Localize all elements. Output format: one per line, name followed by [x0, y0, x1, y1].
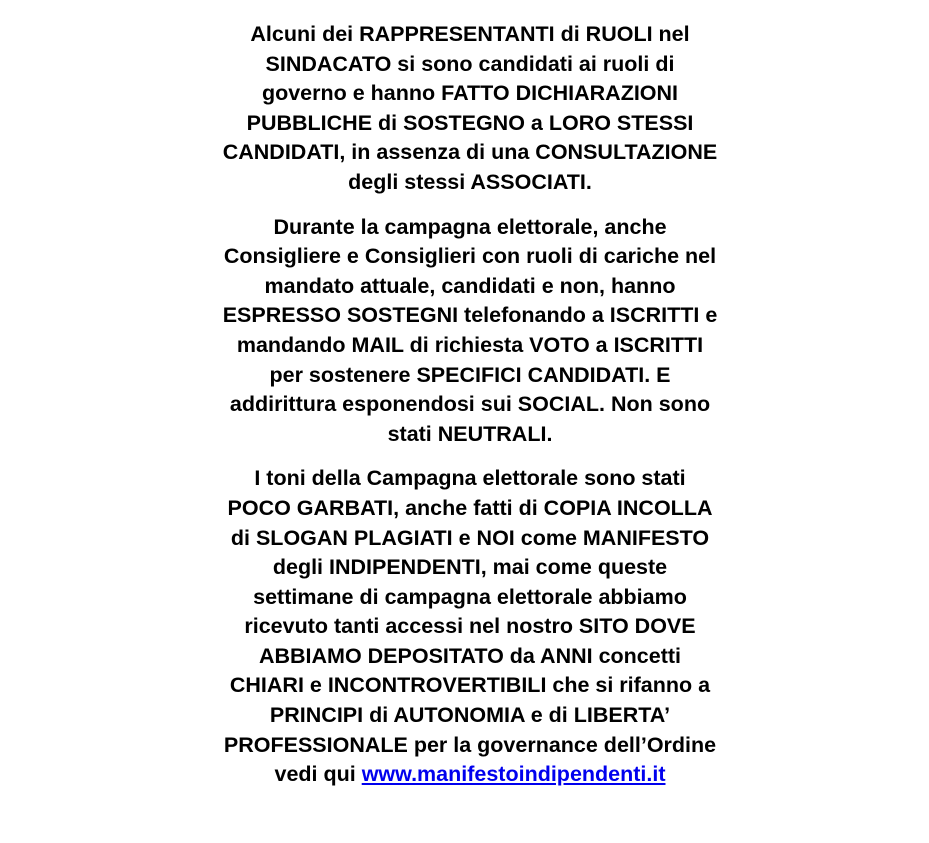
text-line: PROFESSIONALE per la governance dell’Ordine: [223, 732, 717, 757]
text-line: addirittura esponendosi sui SOCIAL. Non sono: [229, 392, 711, 417]
text-line: I toni della Campagna elettorale sono stati: [254, 466, 686, 491]
text-line: SINDACATO si sono candidati ai ruoli di: [265, 51, 675, 76]
text-line: stati NEUTRALI.: [387, 421, 553, 446]
text-line: CANDIDATI, in assenza di una CONSULTAZIONE: [222, 140, 718, 165]
closing-prefix: vedi qui: [274, 762, 362, 787]
text-line: per sostenere SPECIFICI CANDIDATI. E: [269, 362, 671, 387]
text-line: mandando MAIL di richiesta VOTO a ISCRITTI: [236, 332, 704, 357]
text-line: Durante la campagna elettorale, anche: [273, 214, 667, 239]
paragraph-2: [170, 213, 770, 450]
text-line: Alcuni dei RAPPRESENTANTI di RUOLI nel: [250, 22, 690, 46]
paragraph-1: [170, 20, 770, 198]
text-line: PUBBLICHE di SOSTEGNO a LORO STESSI: [246, 110, 694, 135]
paragraph-3: [170, 464, 770, 790]
text-line: CHIARI e INCONTROVERTIBILI che si rifanno a: [229, 673, 711, 698]
text-line: mandato attuale, candidati e non, hanno: [264, 273, 676, 298]
text-line: di SLOGAN PLAGIATI e NOI come MANIFESTO: [230, 525, 710, 550]
text-line: PRINCIPI di AUTONOMIA e di LIBERTA’: [269, 703, 671, 728]
text-line: ABBIAMO DEPOSITATO da ANNI concetti: [258, 643, 682, 668]
text-line: ESPRESSO SOSTEGNI telefonando a ISCRITTI e: [222, 303, 718, 328]
text-line: degli INDIPENDENTI, mai come queste: [272, 555, 668, 580]
text-line: POCO GARBATI, anche fatti di COPIA INCOLLA: [227, 495, 713, 520]
text-line: Consigliere e Consiglieri con ruoli di cariche nel: [223, 244, 717, 269]
document-body: [170, 20, 770, 805]
text-line: settimane di campagna elettorale abbiamo: [253, 584, 687, 609]
text-line: ricevuto tanti accessi nel nostro SITO DOVE: [244, 614, 696, 639]
closing-line: [170, 760, 770, 790]
text-line: governo e hanno FATTO DICHIARAZIONI: [261, 81, 679, 106]
text-line: degli stessi ASSOCIATI.: [348, 169, 592, 194]
website-link[interactable]: www.manifestoindipendenti.it: [361, 762, 666, 787]
